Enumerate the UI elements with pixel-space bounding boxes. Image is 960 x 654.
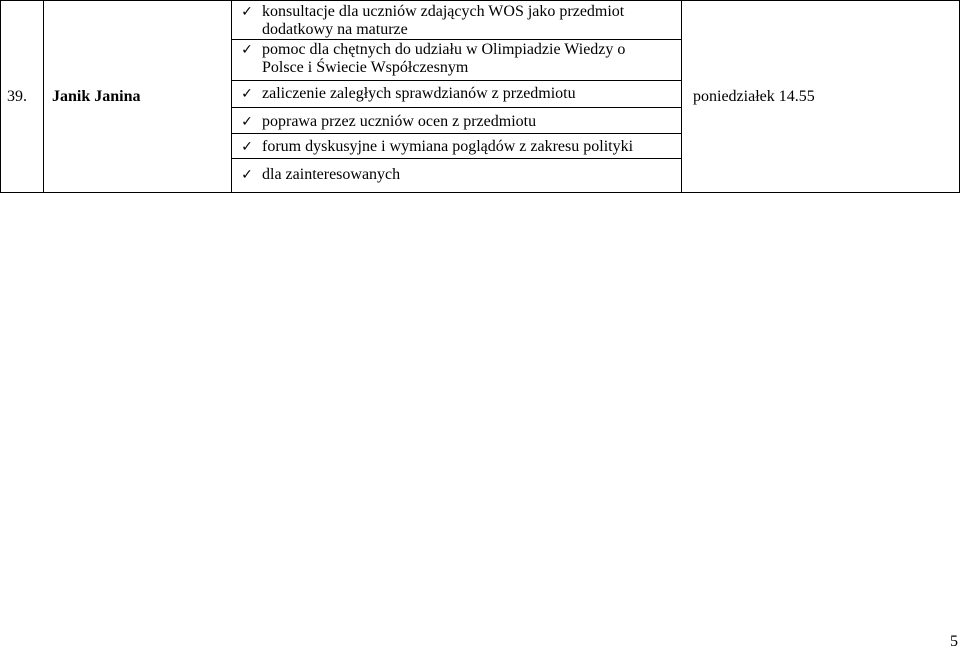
checkmark-icon: ✓ xyxy=(241,167,253,183)
checkmark-icon: ✓ xyxy=(241,42,253,58)
activity-line: poprawa przez uczniów ocen z przedmiotu xyxy=(262,113,537,130)
checkmark-icon: ✓ xyxy=(241,86,253,102)
activity-item xyxy=(232,134,681,159)
activity-item xyxy=(232,1,681,40)
activity-text xyxy=(262,41,681,77)
activity-text xyxy=(262,3,681,39)
activity-item xyxy=(232,40,681,81)
row-number: 39. xyxy=(1,1,44,193)
checkmark-icon: ✓ xyxy=(241,114,253,130)
activity-text xyxy=(262,85,681,103)
table-row xyxy=(1,1,960,193)
activities-cell xyxy=(232,1,682,193)
activity-line: dla zainteresowanych xyxy=(262,166,401,183)
activity-item xyxy=(232,159,681,188)
activity-text xyxy=(262,113,681,131)
activity-line: dodatkowy na maturze xyxy=(262,21,408,38)
schedule-table xyxy=(0,0,960,193)
checkmark-icon: ✓ xyxy=(241,139,253,155)
activity-line: zaliczenie zaległych sprawdzianów z przedmiotu xyxy=(262,85,576,102)
activity-line: forum dyskusyjne i wymiana poglądów z zakresu polityki xyxy=(262,138,634,155)
activity-item xyxy=(232,108,681,134)
activity-line: konsultacje dla uczniów zdających WOS jako przedmiot xyxy=(262,3,625,20)
consultation-time: poniedziałek 14.55 xyxy=(682,1,960,193)
teacher-name: Janik Janina xyxy=(44,1,232,193)
activity-line: Polsce i Świecie Współczesnym xyxy=(262,59,469,76)
activity-line: pomoc dla chętnych do udziału w Olimpiadzie Wiedzy o xyxy=(262,41,626,58)
page-number: 5 xyxy=(950,633,958,650)
activity-text xyxy=(262,166,681,184)
checkmark-icon: ✓ xyxy=(241,4,253,20)
activity-text xyxy=(262,138,681,156)
activity-item xyxy=(232,81,681,108)
